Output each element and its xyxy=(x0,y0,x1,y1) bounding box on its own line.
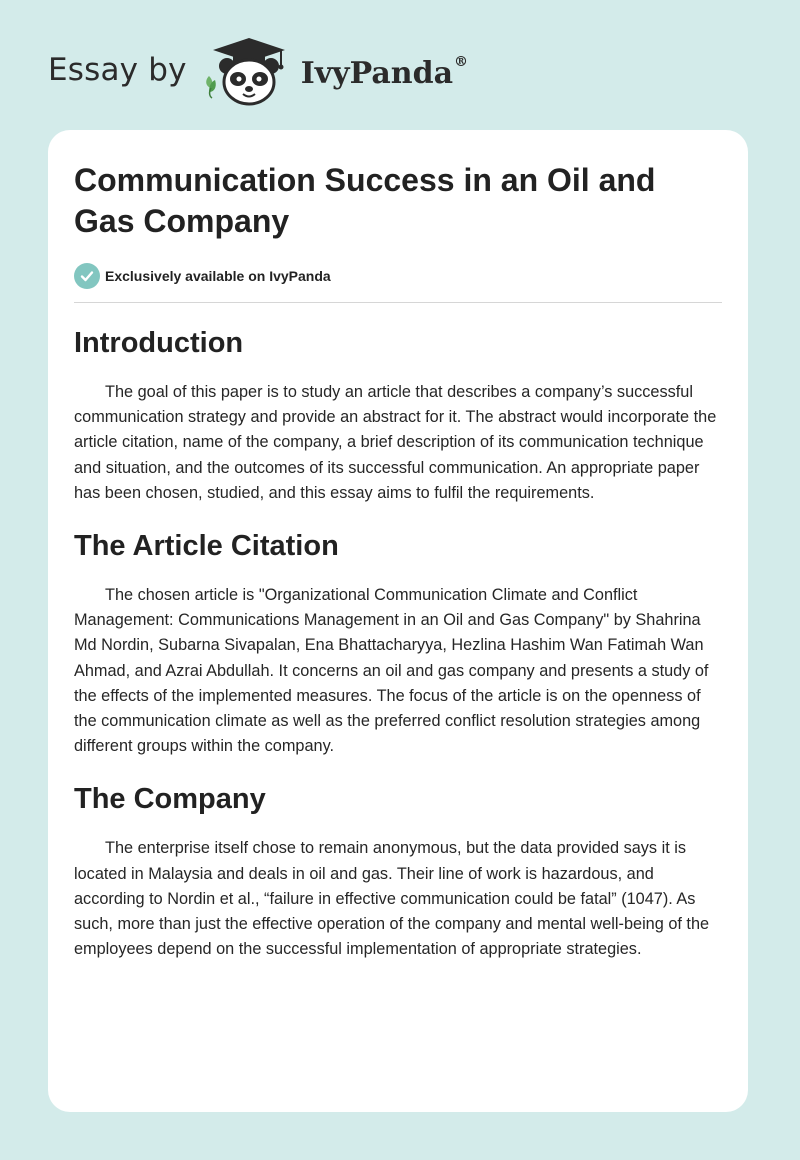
section-body: The goal of this paper is to study an article that describes a company’s successful communication strategy and provide an abstract for it. The abstract would incorporate the article citation, name of the company, a brief description of its communication technique and situation, and the outcomes of its successful communication. An appropriate paper has been chosen, studied, and this essay aims to fulfil the requirements. xyxy=(74,383,717,502)
section-heading: The Article Citation xyxy=(74,530,339,563)
section-introduction xyxy=(74,325,722,506)
section-body: The chosen article is "Organizational Communication Climate and Conflict Management: Communications Management in an Oil and Gas Company" by Shahrina Md Nordin, Subarna Sivapalan, Ena Bhattacharyya, Hezlina Hashim Wan Fatimah Wan Ahmad, and Azrai Abdullah. It concerns an oil and gas company and presents a study of the effects of the implemented measures. The focus of the article is on the openness of the communication climate as well as the preferred conflict resolution strategies among different groups within the company. xyxy=(74,586,709,756)
essay-card xyxy=(48,130,748,1112)
section-company xyxy=(74,781,722,962)
site-header xyxy=(48,36,468,108)
section-article-citation xyxy=(74,528,722,759)
brand-prefix: Essay by xyxy=(48,52,187,88)
page-title: Communication Success in an Oil and Gas Company xyxy=(74,162,656,239)
section-body: The enterprise itself chose to remain anonymous, but the data provided says it is located in Malaysia and deals in oil and gas. Their line of work is hazardous, and according to Nordin et al., “failure in effective communication could be fatal” (1047). As such, more than just the effective operation of the company and mental well-being of the employees depend on the successful implementation of appropriate strategies. xyxy=(74,839,710,959)
check-icon xyxy=(74,263,100,289)
divider xyxy=(74,302,722,303)
section-heading: Introduction xyxy=(74,327,244,359)
panda-logo-icon[interactable] xyxy=(203,36,295,108)
ivy-leaf-icon xyxy=(206,76,216,98)
exclusive-badge xyxy=(74,262,722,290)
brand-name[interactable]: IvyPanda® xyxy=(300,53,469,91)
section-heading: The Company xyxy=(74,783,266,816)
exclusive-label: Exclusively available on IvyPanda xyxy=(105,268,331,284)
registered-mark: ® xyxy=(454,53,469,70)
